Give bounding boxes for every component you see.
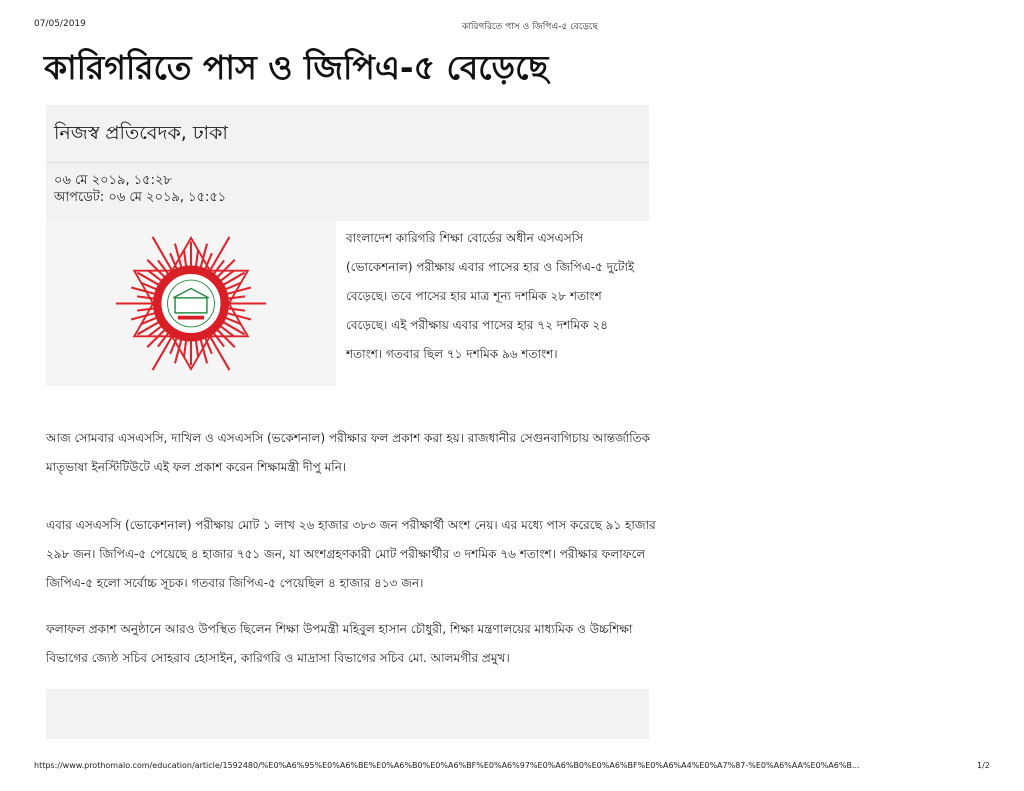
article-headline: কারিগরিতে পাস ও জিপিএ-৫ বেড়েছে xyxy=(44,48,549,87)
content-footer-box xyxy=(46,689,649,739)
body-paragraph-3: ফলাফল প্রকাশ অনুষ্ঠানে আরও উপস্থিত ছিলেন শিক্ষা উপমন্ত্রী মহিবুল হাসান চৌধুরী, শিক্ষা মন্ত্রণালয়ের মাধ্যমিক ও উচ্চশিক্ষা বিভাগের জ্যেষ্ঠ সচিব সোহরাব হোসাইন, কারিগরি ও মাদ্রাসা বিভাগের সচিব মো. আলমগীর প্রমুখ। xyxy=(46,622,633,665)
print-date: 07/05/2019 xyxy=(34,19,86,29)
print-page-title: কারিগরিতে পাস ও জিপিএ-৫ বেড়েছে xyxy=(462,22,598,32)
intro-paragraph: বাংলাদেশ কারিগরি শিক্ষা বোর্ডের অধীন এসএসসি (ভোকেশনাল) পরীক্ষায় এবার পাসের হার ও জিপিএ-৫ দুটোই বেড়েছে। তবে পাসের হার মাত্র শূন্য দশমিক ২৮ শতাংশ বেড়েছে। এই পরীক্ষায় এবার পাসের হার ৭২ দশমিক ২৪ শতাংশ। গতবার ছিল ৭১ দশমিক ৯৬ শতাংশ। xyxy=(346,231,635,361)
byline-box xyxy=(46,105,649,221)
body-paragraph-2: এবার এসএসসি (ভোকেশনাল) পরীক্ষায় মোট ১ লাখ ২৬ হাজার ৩৮৩ জন পরীক্ষার্থী অংশ নেয়। এর মধ্যে পাস করেছে ৯১ হাজার ২৯৮ জন। জিপিএ-৫ পেয়েছে ৪ হাজার ৭৫১ জন, যা অংশগ্রহণকারী মোট পরীক্ষার্থীর ৩ দশমিক ৭৬ শতাংশ। পরীক্ষার ফলাফলে জিপিএ-৫ হলো সর্বোচ্চ সূচক। গতবার জিপিএ-৫ পেয়েছিল ৪ হাজার ৪১৩ জন। xyxy=(46,518,656,590)
byline-timestamps xyxy=(46,163,649,221)
byline-author: নিজস্ব প্রতিবেদক, ঢাকা xyxy=(46,105,649,163)
source-url-link[interactable]: https://www.prothomalo.com/education/article/1592480/%E0%A6%95%E0%A6%BE%E0%A6%B0%E0%A6%BF%E0%A6%97%E0%A6%B0%E0%A6%BF%E0%A6%A4%E0%A7%87-%E0%A6%AA%E0%A6%B... xyxy=(34,761,860,770)
updated-time: আপডেট: ০৬ মে ২০১৯, ১৫:৫১ xyxy=(54,190,227,205)
board-seal-icon xyxy=(116,221,266,386)
page-number: 1/2 xyxy=(977,761,990,770)
article-image xyxy=(46,221,336,386)
published-time: ০৬ মে ২০১৯, ১৫:২৮ xyxy=(54,173,172,188)
body-paragraph-1: আজ সোমবার এসএসসি, দাখিল ও এসএসসি (ভকেশনাল) পরীক্ষার ফল প্রকাশ করা হয়। রাজধানীর সেগুনবাগিচায় আন্তর্জাতিক মাতৃভাষা ইনস্টিটিউটে এই ফল প্রকাশ করেন শিক্ষামন্ত্রী দীপু মনি। xyxy=(46,431,651,474)
